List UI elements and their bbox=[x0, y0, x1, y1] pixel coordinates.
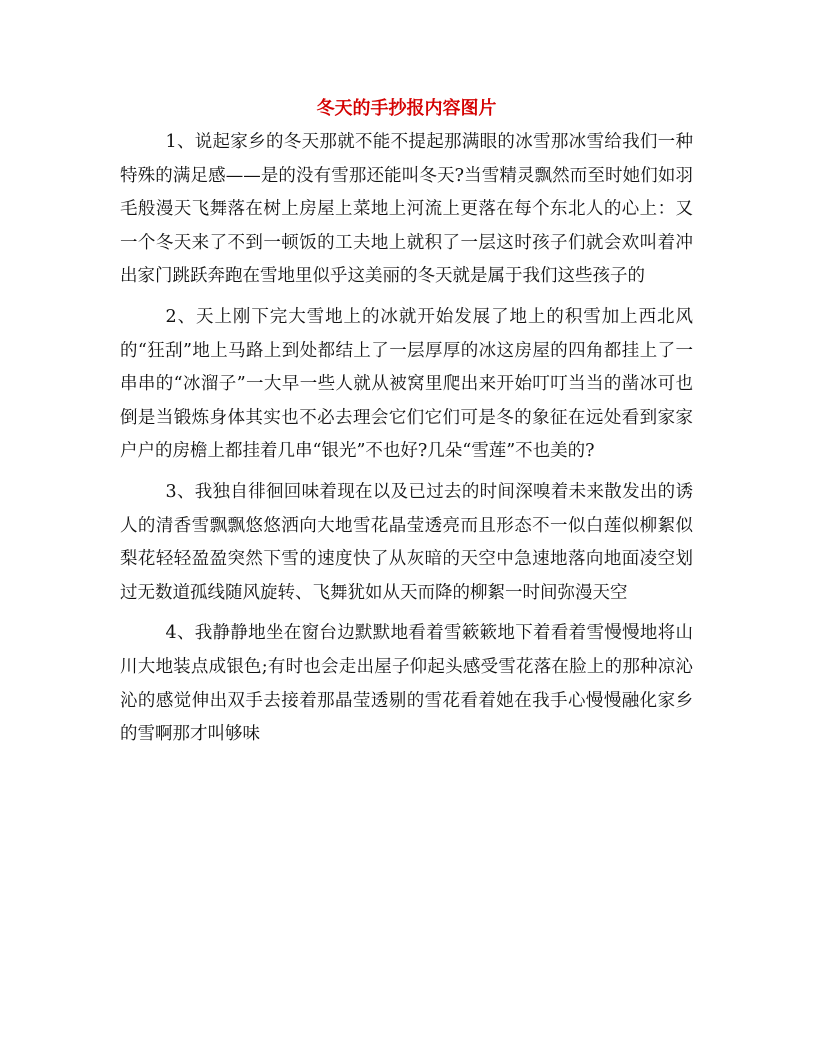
paragraph-2: 2、天上刚下完大雪地上的冰就开始发展了地上的积雪加上西北风的“狂刮”地上马路上到处都结上了一层厚厚的冰这房屋的四角都挂上了一串串的“冰溜子”一大早一些人就从被窝里爬出来开始叮叮当当的凿冰可也倒是当锻炼身体其实也不必去理会它们它们可是冬的象征在远处看到家家户户的房檐上都挂着几串“银光”不也好?几朵“雪莲”不也美的? bbox=[120, 306, 693, 462]
paragraph-3: 3、我独自徘徊回味着现在以及已过去的时间深嗅着未来散发出的诱人的清香雪飘飘悠悠洒向大地雪花晶莹透亮而且形态不一似白莲似柳絮似梨花轻轻盈盈突然下雪的速度快了从灰暗的天空中急速地落向地面凌空划过无数道孤线随风旋转、飞舞犹如从天而降的柳絮一时间弥漫天空 bbox=[120, 481, 693, 603]
paragraph-4: 4、我静静地坐在窗台边默默地看着雪簌簌地下着看着雪慢慢地将山川大地装点成银色;有时也会走出屋子仰起头感受雪花落在脸上的那种凉沁沁的感觉伸出双手去接着那晶莹透剔的雪花看着她在我手心慢慢融化家乡的雪啊那才叫够味 bbox=[120, 623, 693, 745]
paragraph-1: 1、说起家乡的冬天那就不能不提起那满眼的冰雪那冰雪给我们一种特殊的满足感——是的没有雪那还能叫冬天?当雪精灵飘然而至时她们如羽毛般漫天飞舞落在树上房屋上菜地上河流上更落在每个东北人的心上：又一个冬天来了不到一顿饭的工夫地上就积了一层这时孩子们就会欢叫着冲出家门跳跃奔跑在雪地里似乎这美丽的冬天就是属于我们这些孩子的 bbox=[120, 132, 693, 287]
document-title: 冬天的手抄报内容图片 bbox=[316, 98, 497, 119]
